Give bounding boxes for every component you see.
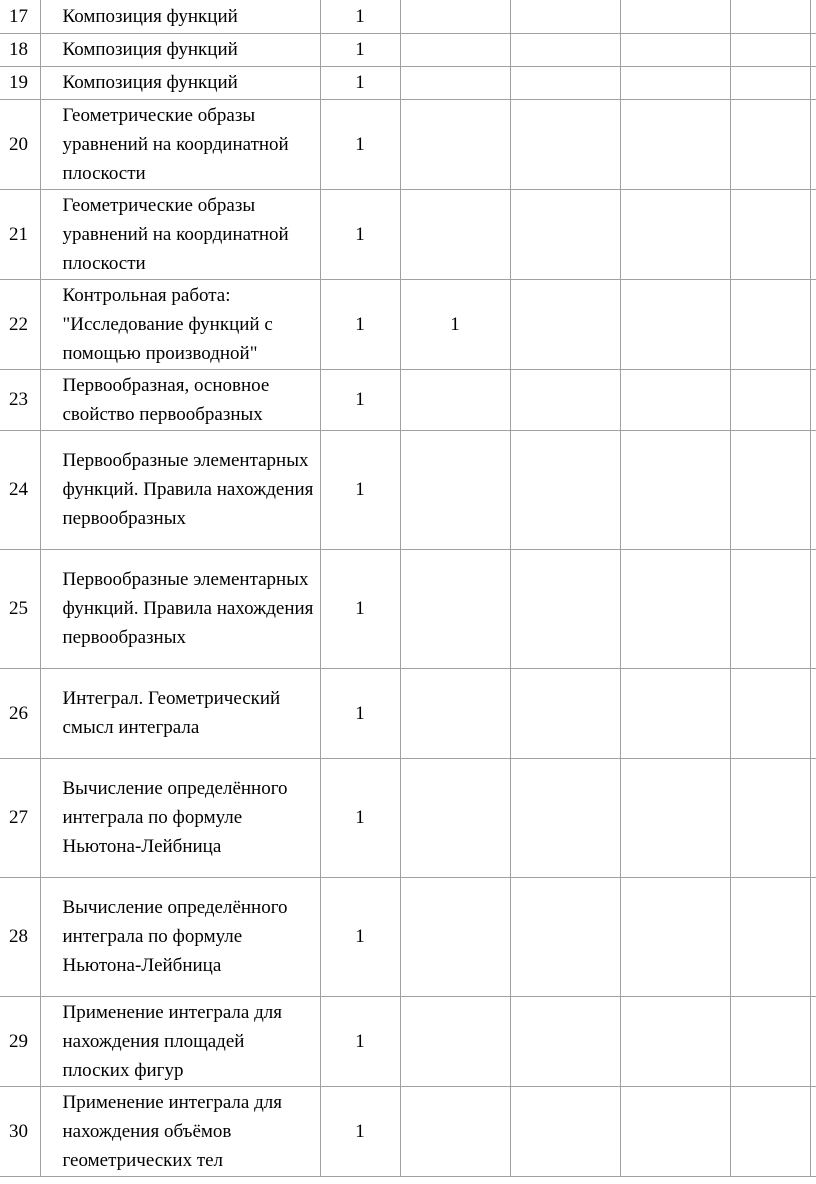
- empty-cell: [620, 0, 730, 33]
- lesson-hours: 1: [320, 369, 400, 430]
- lesson-hours: 1: [320, 33, 400, 66]
- lesson-topic: Первообразные элементарных функций. Правила нахождения первообразных: [40, 430, 320, 549]
- empty-cell: [730, 33, 810, 66]
- lesson-topic: Контрольная работа: "Исследование функций с помощью производной": [40, 279, 320, 369]
- lesson-number: 18: [0, 33, 40, 66]
- control-work-hours: [400, 189, 510, 279]
- lesson-number: 19: [0, 66, 40, 99]
- lesson-topic: Вычисление определённого интеграла по формуле Ньютона-Лейбница: [40, 758, 320, 877]
- empty-cell: [730, 996, 810, 1086]
- empty-cell: [510, 279, 620, 369]
- lesson-hours: 1: [320, 430, 400, 549]
- empty-cell: [620, 996, 730, 1086]
- lesson-number: 21: [0, 189, 40, 279]
- empty-cell: [620, 189, 730, 279]
- control-work-hours: [400, 99, 510, 189]
- empty-cell: [810, 430, 816, 549]
- lesson-hours: 1: [320, 996, 400, 1086]
- lesson-number: 23: [0, 369, 40, 430]
- lesson-topic: Геометрические образы уравнений на координатной плоскости: [40, 99, 320, 189]
- empty-cell: [510, 189, 620, 279]
- table-row: [0, 996, 816, 1086]
- empty-cell: [620, 549, 730, 668]
- table-row: [0, 189, 816, 279]
- empty-cell: [810, 758, 816, 877]
- lesson-hours: 1: [320, 1086, 400, 1176]
- table-row: [0, 66, 816, 99]
- empty-cell: [730, 369, 810, 430]
- table-row: [0, 668, 816, 758]
- lesson-number: 24: [0, 430, 40, 549]
- empty-cell: [510, 758, 620, 877]
- empty-cell: [730, 189, 810, 279]
- empty-cell: [510, 996, 620, 1086]
- empty-cell: [810, 996, 816, 1086]
- control-work-hours: [400, 33, 510, 66]
- control-work-hours: [400, 549, 510, 668]
- empty-cell: [730, 279, 810, 369]
- lesson-number: 26: [0, 668, 40, 758]
- control-work-hours: [400, 0, 510, 33]
- empty-cell: [810, 668, 816, 758]
- empty-cell: [620, 758, 730, 877]
- lesson-number: 29: [0, 996, 40, 1086]
- empty-cell: [810, 189, 816, 279]
- empty-cell: [810, 33, 816, 66]
- empty-cell: [510, 99, 620, 189]
- table-row: [0, 758, 816, 877]
- empty-cell: [510, 369, 620, 430]
- empty-cell: [810, 1086, 816, 1176]
- lesson-hours: 1: [320, 668, 400, 758]
- empty-cell: [620, 430, 730, 549]
- lesson-hours: 1: [320, 877, 400, 996]
- lesson-hours: 1: [320, 279, 400, 369]
- empty-cell: [810, 99, 816, 189]
- empty-cell: [730, 549, 810, 668]
- empty-cell: [510, 549, 620, 668]
- lesson-hours: 1: [320, 189, 400, 279]
- lesson-topic: Применение интеграла для нахождения площадей плоских фигур: [40, 996, 320, 1086]
- control-work-hours: [400, 996, 510, 1086]
- table-row: [0, 877, 816, 996]
- lesson-hours: 1: [320, 758, 400, 877]
- lesson-topic: Интеграл. Геометрический смысл интеграла: [40, 668, 320, 758]
- empty-cell: [510, 33, 620, 66]
- table-row: [0, 33, 816, 66]
- lesson-number: 27: [0, 758, 40, 877]
- empty-cell: [810, 549, 816, 668]
- empty-cell: [620, 1086, 730, 1176]
- empty-cell: [730, 430, 810, 549]
- table-row: [0, 279, 816, 369]
- empty-cell: [510, 0, 620, 33]
- empty-cell: [730, 0, 810, 33]
- control-work-hours: [400, 758, 510, 877]
- empty-cell: [510, 1086, 620, 1176]
- empty-cell: [510, 430, 620, 549]
- control-work-hours: [400, 668, 510, 758]
- lesson-hours: 1: [320, 549, 400, 668]
- table-row: [0, 0, 816, 33]
- lesson-number: 30: [0, 1086, 40, 1176]
- empty-cell: [810, 66, 816, 99]
- control-work-hours: [400, 369, 510, 430]
- empty-cell: [620, 66, 730, 99]
- empty-cell: [730, 66, 810, 99]
- lesson-topic: Композиция функций: [40, 0, 320, 33]
- empty-cell: [810, 0, 816, 33]
- empty-cell: [730, 668, 810, 758]
- empty-cell: [730, 877, 810, 996]
- lesson-number: 25: [0, 549, 40, 668]
- lesson-number: 20: [0, 99, 40, 189]
- empty-cell: [620, 33, 730, 66]
- empty-cell: [620, 369, 730, 430]
- empty-cell: [510, 668, 620, 758]
- control-work-hours: [400, 66, 510, 99]
- lesson-topic: Композиция функций: [40, 66, 320, 99]
- empty-cell: [620, 279, 730, 369]
- lesson-hours: 1: [320, 0, 400, 33]
- lesson-topic: Первообразная, основное свойство первообразных: [40, 369, 320, 430]
- empty-cell: [620, 668, 730, 758]
- lesson-number: 28: [0, 877, 40, 996]
- empty-cell: [510, 877, 620, 996]
- lesson-hours: 1: [320, 66, 400, 99]
- control-work-hours: [400, 430, 510, 549]
- control-work-hours: [400, 877, 510, 996]
- empty-cell: [510, 66, 620, 99]
- empty-cell: [730, 758, 810, 877]
- empty-cell: [810, 279, 816, 369]
- empty-cell: [620, 877, 730, 996]
- table-row: [0, 430, 816, 549]
- control-work-hours: 1: [400, 279, 510, 369]
- control-work-hours: [400, 1086, 510, 1176]
- lesson-number: 17: [0, 0, 40, 33]
- lesson-topic: Геометрические образы уравнений на координатной плоскости: [40, 189, 320, 279]
- empty-cell: [620, 99, 730, 189]
- lesson-topic: Первообразные элементарных функций. Правила нахождения первообразных: [40, 549, 320, 668]
- empty-cell: [730, 99, 810, 189]
- table-row: [0, 1086, 816, 1176]
- lesson-topic: Вычисление определённого интеграла по формуле Ньютона-Лейбница: [40, 877, 320, 996]
- lesson-hours: 1: [320, 99, 400, 189]
- table-row: [0, 99, 816, 189]
- lesson-number: 22: [0, 279, 40, 369]
- empty-cell: [810, 369, 816, 430]
- empty-cell: [730, 1086, 810, 1176]
- table-row: [0, 369, 816, 430]
- empty-cell: [810, 877, 816, 996]
- table-row: [0, 549, 816, 668]
- lesson-topic: Применение интеграла для нахождения объёмов геометрических тел: [40, 1086, 320, 1176]
- lesson-topic: Композиция функций: [40, 33, 320, 66]
